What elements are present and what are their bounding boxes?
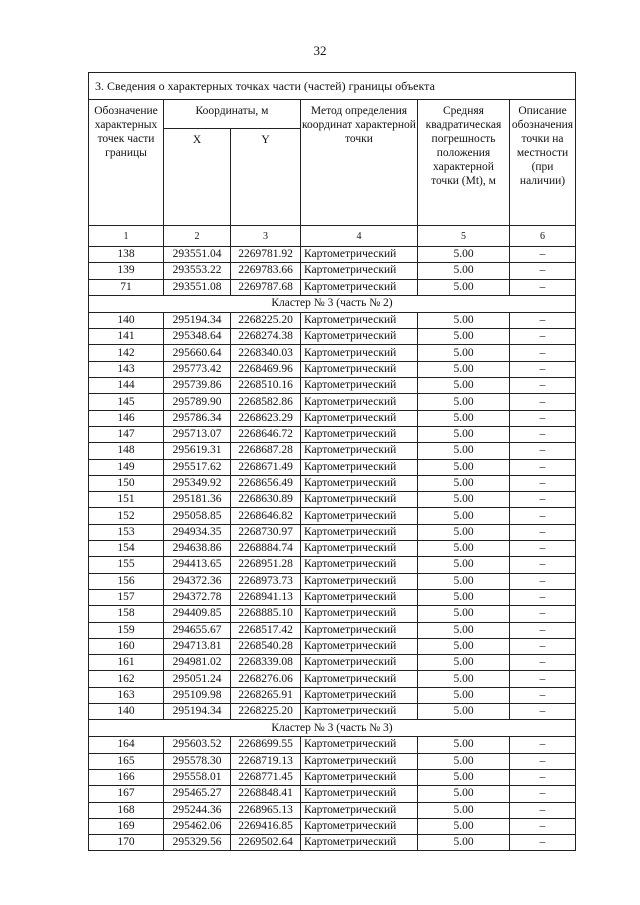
x-coord-cell: 294413.65 bbox=[164, 557, 231, 573]
error-cell: 5.00 bbox=[418, 329, 510, 345]
description-cell: – bbox=[510, 638, 576, 654]
error-cell: 5.00 bbox=[418, 802, 510, 818]
y-coord-cell: 2268274.38 bbox=[231, 329, 301, 345]
table-row bbox=[89, 508, 576, 524]
header-desc: Описание обозначения точки на местности (при наличии) bbox=[510, 100, 576, 226]
column-number: 4 bbox=[301, 226, 418, 247]
method-cell: Картометрический bbox=[301, 361, 418, 377]
method-cell: Картометрический bbox=[301, 410, 418, 426]
method-cell: Картометрический bbox=[301, 508, 418, 524]
x-coord-cell: 295194.34 bbox=[164, 312, 231, 328]
y-coord-cell: 2268630.89 bbox=[231, 492, 301, 508]
error-cell: 5.00 bbox=[418, 818, 510, 834]
description-cell: – bbox=[510, 557, 576, 573]
point-id-cell: 162 bbox=[89, 671, 164, 687]
description-cell: – bbox=[510, 786, 576, 802]
description-cell: – bbox=[510, 589, 576, 605]
table-row bbox=[89, 378, 576, 394]
x-coord-cell: 294638.86 bbox=[164, 541, 231, 557]
description-cell: – bbox=[510, 737, 576, 753]
y-coord-cell: 2268510.16 bbox=[231, 378, 301, 394]
point-id-cell: 150 bbox=[89, 475, 164, 491]
point-id-cell: 165 bbox=[89, 753, 164, 769]
y-coord-cell: 2268848.41 bbox=[231, 786, 301, 802]
x-coord-cell: 295194.34 bbox=[164, 704, 231, 720]
x-coord-cell: 293551.04 bbox=[164, 247, 231, 263]
x-coord-cell: 295465.27 bbox=[164, 786, 231, 802]
x-coord-cell: 295786.34 bbox=[164, 410, 231, 426]
table-row bbox=[89, 443, 576, 459]
table-row bbox=[89, 361, 576, 377]
method-cell: Картометрический bbox=[301, 475, 418, 491]
x-coord-cell: 295773.42 bbox=[164, 361, 231, 377]
description-cell: – bbox=[510, 394, 576, 410]
description-cell: – bbox=[510, 753, 576, 769]
x-coord-cell: 294934.35 bbox=[164, 524, 231, 540]
error-cell: 5.00 bbox=[418, 737, 510, 753]
description-cell: – bbox=[510, 541, 576, 557]
column-number: 2 bbox=[164, 226, 231, 247]
table-row bbox=[89, 622, 576, 638]
table-row bbox=[89, 802, 576, 818]
y-coord-cell: 2268656.49 bbox=[231, 475, 301, 491]
error-cell: 5.00 bbox=[418, 786, 510, 802]
table-row bbox=[89, 687, 576, 703]
column-number: 3 bbox=[231, 226, 301, 247]
table-row bbox=[89, 247, 576, 263]
point-id-cell: 156 bbox=[89, 573, 164, 589]
method-cell: Картометрический bbox=[301, 247, 418, 263]
point-id-cell: 164 bbox=[89, 737, 164, 753]
x-coord-cell: 295109.98 bbox=[164, 687, 231, 703]
x-coord-cell: 295578.30 bbox=[164, 753, 231, 769]
table-row bbox=[89, 589, 576, 605]
method-cell: Картометрический bbox=[301, 378, 418, 394]
point-id-cell: 147 bbox=[89, 426, 164, 442]
method-cell: Картометрический bbox=[301, 802, 418, 818]
description-cell: – bbox=[510, 247, 576, 263]
description-cell: – bbox=[510, 263, 576, 279]
y-coord-cell: 2268885.10 bbox=[231, 606, 301, 622]
table-row bbox=[89, 492, 576, 508]
table-row bbox=[89, 638, 576, 654]
point-id-cell: 161 bbox=[89, 655, 164, 671]
error-cell: 5.00 bbox=[418, 573, 510, 589]
error-cell: 5.00 bbox=[418, 443, 510, 459]
table-row bbox=[89, 410, 576, 426]
description-cell: – bbox=[510, 410, 576, 426]
y-coord-cell: 2269787.68 bbox=[231, 279, 301, 295]
table-row bbox=[89, 345, 576, 361]
method-cell: Картометрический bbox=[301, 786, 418, 802]
section-title: 3. Сведения о характерных точках части (частей) границы объекта bbox=[89, 73, 576, 100]
description-cell: – bbox=[510, 818, 576, 834]
table-row bbox=[89, 655, 576, 671]
point-id-cell: 152 bbox=[89, 508, 164, 524]
y-coord-cell: 2268884.74 bbox=[231, 541, 301, 557]
column-number: 1 bbox=[89, 226, 164, 247]
point-id-cell: 71 bbox=[89, 279, 164, 295]
description-cell: – bbox=[510, 835, 576, 851]
method-cell: Картометрический bbox=[301, 818, 418, 834]
x-coord-cell: 294409.85 bbox=[164, 606, 231, 622]
method-cell: Картометрический bbox=[301, 541, 418, 557]
error-cell: 5.00 bbox=[418, 557, 510, 573]
method-cell: Картометрический bbox=[301, 655, 418, 671]
description-cell: – bbox=[510, 459, 576, 475]
error-cell: 5.00 bbox=[418, 541, 510, 557]
table-row bbox=[89, 835, 576, 851]
error-cell: 5.00 bbox=[418, 687, 510, 703]
y-coord-cell: 2268469.96 bbox=[231, 361, 301, 377]
point-id-cell: 142 bbox=[89, 345, 164, 361]
method-cell: Картометрический bbox=[301, 671, 418, 687]
table-row bbox=[89, 312, 576, 328]
y-coord-cell: 2268965.13 bbox=[231, 802, 301, 818]
description-cell: – bbox=[510, 329, 576, 345]
description-cell: – bbox=[510, 312, 576, 328]
error-cell: 5.00 bbox=[418, 589, 510, 605]
point-id-cell: 166 bbox=[89, 769, 164, 785]
x-coord-cell: 295739.86 bbox=[164, 378, 231, 394]
description-cell: – bbox=[510, 573, 576, 589]
table-row bbox=[89, 524, 576, 540]
method-cell: Картометрический bbox=[301, 704, 418, 720]
table-row bbox=[89, 704, 576, 720]
y-coord-cell: 2269783.66 bbox=[231, 263, 301, 279]
y-coord-cell: 2268646.72 bbox=[231, 426, 301, 442]
point-id-cell: 169 bbox=[89, 818, 164, 834]
error-cell: 5.00 bbox=[418, 459, 510, 475]
error-cell: 5.00 bbox=[418, 835, 510, 851]
method-cell: Картометрический bbox=[301, 737, 418, 753]
point-id-cell: 153 bbox=[89, 524, 164, 540]
header-point: Обозначение характерных точек части границы bbox=[89, 100, 164, 226]
table-row bbox=[89, 541, 576, 557]
y-coord-cell: 2268540.28 bbox=[231, 638, 301, 654]
point-id-cell: 139 bbox=[89, 263, 164, 279]
x-coord-cell: 295660.64 bbox=[164, 345, 231, 361]
x-coord-cell: 295058.85 bbox=[164, 508, 231, 524]
point-id-cell: 167 bbox=[89, 786, 164, 802]
y-coord-cell: 2269416.85 bbox=[231, 818, 301, 834]
description-cell: – bbox=[510, 492, 576, 508]
y-coord-cell: 2268339.08 bbox=[231, 655, 301, 671]
y-coord-cell: 2268623.29 bbox=[231, 410, 301, 426]
table-row bbox=[89, 606, 576, 622]
error-cell: 5.00 bbox=[418, 638, 510, 654]
method-cell: Картометрический bbox=[301, 524, 418, 540]
x-coord-cell: 295329.56 bbox=[164, 835, 231, 851]
x-coord-cell: 295713.07 bbox=[164, 426, 231, 442]
method-cell: Картометрический bbox=[301, 606, 418, 622]
error-cell: 5.00 bbox=[418, 312, 510, 328]
point-id-cell: 151 bbox=[89, 492, 164, 508]
error-cell: 5.00 bbox=[418, 622, 510, 638]
x-coord-cell: 295181.36 bbox=[164, 492, 231, 508]
y-coord-cell: 2268687.28 bbox=[231, 443, 301, 459]
error-cell: 5.00 bbox=[418, 345, 510, 361]
point-id-cell: 159 bbox=[89, 622, 164, 638]
error-cell: 5.00 bbox=[418, 475, 510, 491]
error-cell: 5.00 bbox=[418, 492, 510, 508]
x-coord-cell: 295603.52 bbox=[164, 737, 231, 753]
y-coord-cell: 2269781.92 bbox=[231, 247, 301, 263]
cluster-label: Кластер № 3 (часть № 3) bbox=[89, 720, 576, 737]
table-row bbox=[89, 279, 576, 295]
header-coords: Координаты, м bbox=[164, 100, 301, 129]
method-cell: Картометрический bbox=[301, 312, 418, 328]
x-coord-cell: 295244.36 bbox=[164, 802, 231, 818]
y-coord-cell: 2268225.20 bbox=[231, 704, 301, 720]
x-coord-cell: 295051.24 bbox=[164, 671, 231, 687]
y-coord-cell: 2268225.20 bbox=[231, 312, 301, 328]
x-coord-cell: 295789.90 bbox=[164, 394, 231, 410]
error-cell: 5.00 bbox=[418, 508, 510, 524]
description-cell: – bbox=[510, 687, 576, 703]
method-cell: Картометрический bbox=[301, 459, 418, 475]
description-cell: – bbox=[510, 475, 576, 491]
point-id-cell: 138 bbox=[89, 247, 164, 263]
page-number: 32 bbox=[313, 43, 327, 58]
y-coord-cell: 2268951.28 bbox=[231, 557, 301, 573]
description-cell: – bbox=[510, 508, 576, 524]
error-cell: 5.00 bbox=[418, 378, 510, 394]
method-cell: Картометрический bbox=[301, 492, 418, 508]
method-cell: Картометрический bbox=[301, 769, 418, 785]
error-cell: 5.00 bbox=[418, 426, 510, 442]
point-id-cell: 168 bbox=[89, 802, 164, 818]
description-cell: – bbox=[510, 769, 576, 785]
error-cell: 5.00 bbox=[418, 671, 510, 687]
description-cell: – bbox=[510, 655, 576, 671]
method-cell: Картометрический bbox=[301, 279, 418, 295]
table-row bbox=[89, 753, 576, 769]
table-row bbox=[89, 263, 576, 279]
point-id-cell: 158 bbox=[89, 606, 164, 622]
description-cell: – bbox=[510, 443, 576, 459]
description-cell: – bbox=[510, 426, 576, 442]
point-id-cell: 141 bbox=[89, 329, 164, 345]
column-number: 5 bbox=[418, 226, 510, 247]
x-coord-cell: 294981.02 bbox=[164, 655, 231, 671]
x-coord-cell: 295348.64 bbox=[164, 329, 231, 345]
method-cell: Картометрический bbox=[301, 394, 418, 410]
table-row bbox=[89, 769, 576, 785]
method-cell: Картометрический bbox=[301, 345, 418, 361]
y-coord-cell: 2268671.49 bbox=[231, 459, 301, 475]
table-row bbox=[89, 671, 576, 687]
x-coord-cell: 294713.81 bbox=[164, 638, 231, 654]
point-id-cell: 140 bbox=[89, 312, 164, 328]
method-cell: Картометрический bbox=[301, 426, 418, 442]
point-id-cell: 155 bbox=[89, 557, 164, 573]
y-coord-cell: 2268265.91 bbox=[231, 687, 301, 703]
description-cell: – bbox=[510, 279, 576, 295]
method-cell: Картометрический bbox=[301, 263, 418, 279]
point-id-cell: 157 bbox=[89, 589, 164, 605]
error-cell: 5.00 bbox=[418, 606, 510, 622]
point-id-cell: 160 bbox=[89, 638, 164, 654]
table-row bbox=[89, 394, 576, 410]
error-cell: 5.00 bbox=[418, 410, 510, 426]
x-coord-cell: 295349.92 bbox=[164, 475, 231, 491]
x-coord-cell: 295558.01 bbox=[164, 769, 231, 785]
x-coord-cell: 295619.31 bbox=[164, 443, 231, 459]
y-coord-cell: 2268646.82 bbox=[231, 508, 301, 524]
description-cell: – bbox=[510, 802, 576, 818]
method-cell: Картометрический bbox=[301, 753, 418, 769]
method-cell: Картометрический bbox=[301, 329, 418, 345]
x-coord-cell: 295517.62 bbox=[164, 459, 231, 475]
error-cell: 5.00 bbox=[418, 704, 510, 720]
table-row bbox=[89, 818, 576, 834]
point-id-cell: 148 bbox=[89, 443, 164, 459]
y-coord-cell: 2268582.86 bbox=[231, 394, 301, 410]
error-cell: 5.00 bbox=[418, 769, 510, 785]
table-row bbox=[89, 329, 576, 345]
point-id-cell: 145 bbox=[89, 394, 164, 410]
y-coord-cell: 2268941.13 bbox=[231, 589, 301, 605]
error-cell: 5.00 bbox=[418, 394, 510, 410]
cluster-label: Кластер № 3 (часть № 2) bbox=[89, 295, 576, 312]
method-cell: Картометрический bbox=[301, 557, 418, 573]
boundary-points-table bbox=[88, 72, 576, 851]
method-cell: Картометрический bbox=[301, 835, 418, 851]
method-cell: Картометрический bbox=[301, 573, 418, 589]
method-cell: Картометрический bbox=[301, 443, 418, 459]
description-cell: – bbox=[510, 622, 576, 638]
point-id-cell: 170 bbox=[89, 835, 164, 851]
error-cell: 5.00 bbox=[418, 247, 510, 263]
error-cell: 5.00 bbox=[418, 263, 510, 279]
error-cell: 5.00 bbox=[418, 753, 510, 769]
point-id-cell: 143 bbox=[89, 361, 164, 377]
table-row bbox=[89, 573, 576, 589]
header-error: Средняя квадратическая погрешность положения характерной точки (Mt), м bbox=[418, 100, 510, 226]
y-coord-cell: 2268771.45 bbox=[231, 769, 301, 785]
method-cell: Картометрический bbox=[301, 589, 418, 605]
error-cell: 5.00 bbox=[418, 279, 510, 295]
header-x: X bbox=[164, 129, 231, 226]
y-coord-cell: 2268276.06 bbox=[231, 671, 301, 687]
x-coord-cell: 294372.78 bbox=[164, 589, 231, 605]
point-id-cell: 149 bbox=[89, 459, 164, 475]
x-coord-cell: 293553.22 bbox=[164, 263, 231, 279]
table-row bbox=[89, 557, 576, 573]
table-row bbox=[89, 426, 576, 442]
x-coord-cell: 294372.36 bbox=[164, 573, 231, 589]
error-cell: 5.00 bbox=[418, 524, 510, 540]
point-id-cell: 154 bbox=[89, 541, 164, 557]
description-cell: – bbox=[510, 345, 576, 361]
column-number: 6 bbox=[510, 226, 576, 247]
header-y: Y bbox=[231, 129, 301, 226]
x-coord-cell: 294655.67 bbox=[164, 622, 231, 638]
y-coord-cell: 2268730.97 bbox=[231, 524, 301, 540]
description-cell: – bbox=[510, 361, 576, 377]
point-id-cell: 146 bbox=[89, 410, 164, 426]
table-row bbox=[89, 475, 576, 491]
description-cell: – bbox=[510, 671, 576, 687]
point-id-cell: 144 bbox=[89, 378, 164, 394]
method-cell: Картометрический bbox=[301, 622, 418, 638]
point-id-cell: 163 bbox=[89, 687, 164, 703]
description-cell: – bbox=[510, 704, 576, 720]
cluster-header-row bbox=[89, 295, 576, 312]
y-coord-cell: 2269502.64 bbox=[231, 835, 301, 851]
description-cell: – bbox=[510, 524, 576, 540]
x-coord-cell: 293551.08 bbox=[164, 279, 231, 295]
error-cell: 5.00 bbox=[418, 655, 510, 671]
y-coord-cell: 2268719.13 bbox=[231, 753, 301, 769]
y-coord-cell: 2268973.73 bbox=[231, 573, 301, 589]
error-cell: 5.00 bbox=[418, 361, 510, 377]
x-coord-cell: 295462.06 bbox=[164, 818, 231, 834]
method-cell: Картометрический bbox=[301, 638, 418, 654]
method-cell: Картометрический bbox=[301, 687, 418, 703]
y-coord-cell: 2268699.55 bbox=[231, 737, 301, 753]
table-row bbox=[89, 459, 576, 475]
table-row bbox=[89, 786, 576, 802]
description-cell: – bbox=[510, 378, 576, 394]
table-row bbox=[89, 737, 576, 753]
cluster-header-row bbox=[89, 720, 576, 737]
y-coord-cell: 2268340.03 bbox=[231, 345, 301, 361]
description-cell: – bbox=[510, 606, 576, 622]
point-id-cell: 140 bbox=[89, 704, 164, 720]
header-method: Метод определения координат характерной точки bbox=[301, 100, 418, 226]
y-coord-cell: 2268517.42 bbox=[231, 622, 301, 638]
